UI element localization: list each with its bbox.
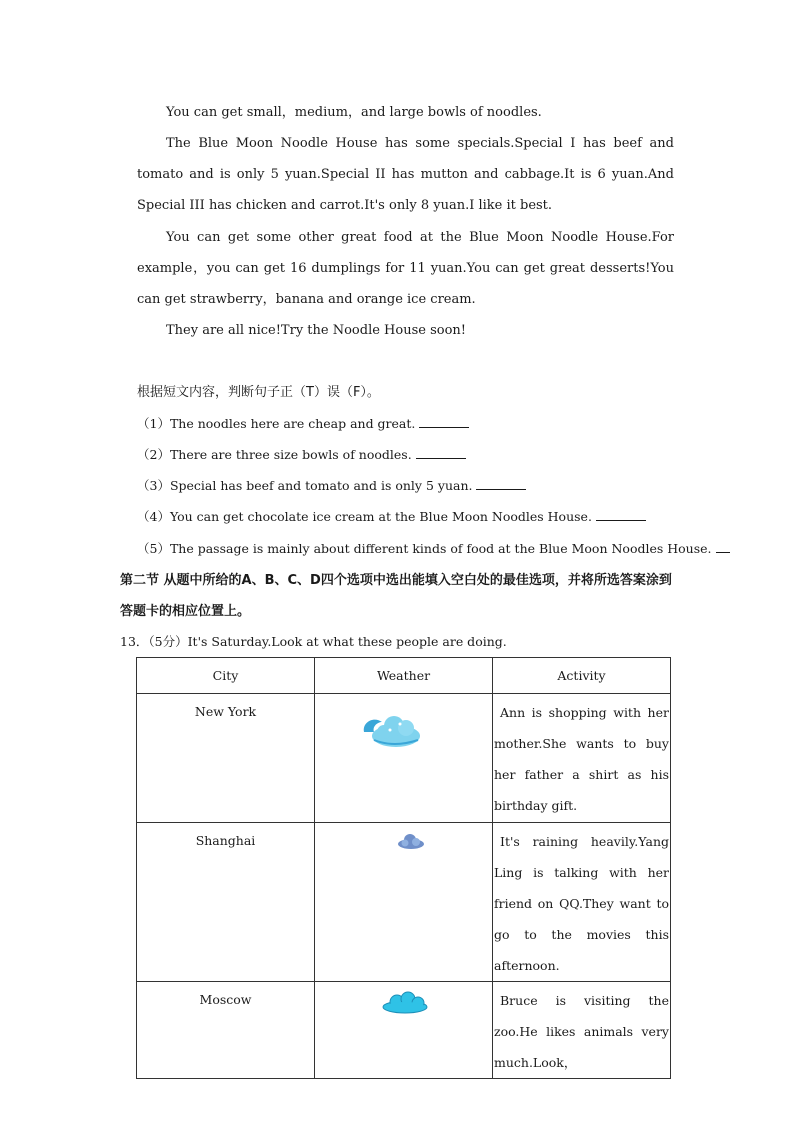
city-cell: Moscow [137,982,315,1079]
answer-blank[interactable] [419,415,469,428]
answer-blank[interactable] [476,477,526,490]
tf-item-1 [137,414,682,434]
header-weather: Weather [315,658,493,694]
tf-item-text: （4）You can get chocolate ice cream at the Blue Moon Noodles House. [137,509,592,524]
table-row [137,982,671,1079]
header-city: City [137,658,315,694]
tf-item-5 [137,539,712,559]
weather-activity-table [136,657,671,1079]
section-2-heading: 第二节 从题中所给的A、B、C、D四个选项中选出能填入空白处的最佳选项，并将所选答案涂到答题卡的相应位置上。 [120,573,672,619]
activity-cell: Bruce is visiting the zoo.He likes animals very much.Look， [493,982,671,1079]
tf-item-3 [137,476,682,496]
table-row [137,823,671,982]
task-instruction: 根据短文内容，判断句子正（T）误（F）。 [137,385,380,400]
city-cell: Shanghai [137,823,315,982]
tf-item-text: （5）The passage is mainly about different kinds of food at the Blue Moon Noodles House. [137,541,712,556]
weather-cell [315,694,493,823]
header-activity: Activity [493,658,671,694]
moon-cloud-icon [360,710,424,750]
cloud-icon [380,991,430,1015]
tf-item-4 [137,507,682,527]
activity-cell: Ann is shopping with her mother.She wants to buy her father a shirt as his birthday gift. [493,694,671,823]
tf-item-text: （2）There are three size bowls of noodles. [137,447,412,462]
answer-blank[interactable] [596,508,646,521]
table-header-row [137,658,671,694]
passage-paragraph-2: The Blue Moon Noodle House has some specials.Special I has beef and tomato and is only 5 yuan.Special II has mutton and cabbage.It is 6 yuan.And Special III has chicken and carrot.It's only 8 yuan.I like it best. [137,136,674,213]
answer-blank[interactable] [416,446,466,459]
tf-item-text: （1）The noodles here are cheap and great. [137,416,416,431]
question-13-title: 13．（5分）It's Saturday.Look at what these people are doing. [120,634,507,649]
city-cell: New York [137,694,315,823]
answer-blank[interactable] [716,540,730,553]
activity-cell: It's raining heavily.Yang Ling is talking with her friend on QQ.They want to go to the movies this afternoon. [493,823,671,982]
rain-cloud-icon [396,831,426,851]
tf-item-2 [137,445,682,465]
tf-item-text: （3）Special has beef and tomato and is only 5 yuan. [137,478,473,493]
weather-cell [315,823,493,982]
passage-paragraph-1: You can get small，medium，and large bowls of noodles. [166,105,542,120]
passage-paragraph-3: You can get some other great food at the Blue Moon Noodle House.For example，you can get 16 dumplings for 11 yuan.You can get great desserts!You can get strawberry，banana and orange ice cream. [137,230,674,307]
weather-cell [315,982,493,1079]
passage-paragraph-4: They are all nice!Try the Noodle House soon! [166,323,467,338]
table-row [137,694,671,823]
